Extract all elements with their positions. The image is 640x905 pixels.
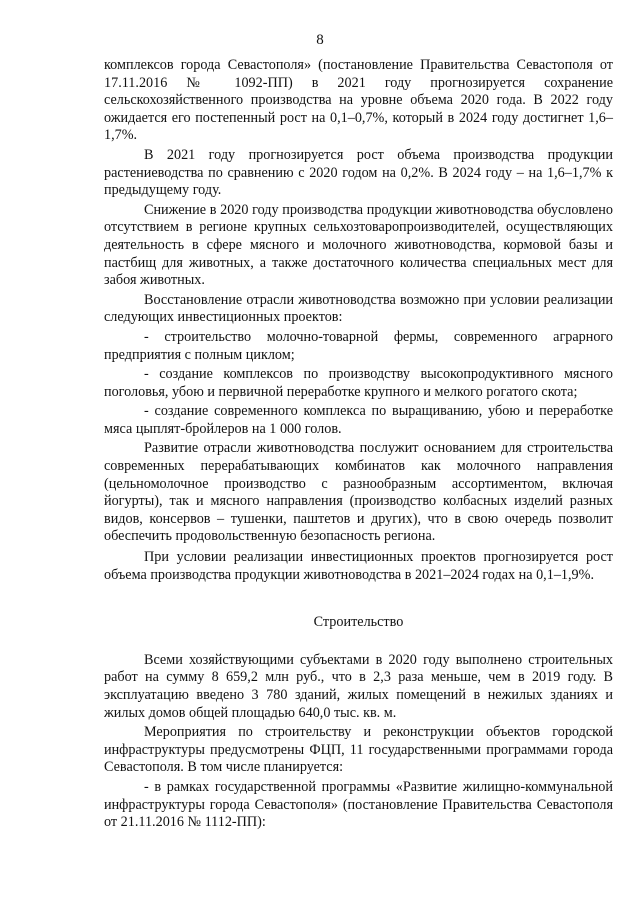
document-body	[104, 57, 613, 832]
paragraph-continuation: комплексов города Севастополя» (постановление Правительства Севастополя от 17.11.2016 № 1092-ПП) в 2021 году прогнозируется сохранение сельскохозяйственного производства на уровне объема 2020 года. В 2022 году ожидается его постепенный рост на 0,1–0,7%, который в 2024 году достигнет 1,6–1,7%.	[104, 57, 613, 144]
paragraph-processing-plants: Развитие отрасли животноводства послужит основанием для строительства современных перерабатывающих комбинатов как молочного направления (цельномолочное производство с разнообразным ассортиментом, включая йогурты), так и мясного направления (производство колбасных изделий разных видов, консервов – тушенки, паштетов и других), что в свою очередь позволит обеспечить продовольственную безопасность региона.	[104, 440, 613, 545]
paragraph-construction-volume: Всеми хозяйствующими субъектами в 2020 году выполнено строительных работ на сумму 8 659,2 млн руб., что в 2,3 раза меньше, чем в 2019 году. В эксплуатацию введено 3 780 зданий, жилых помещений в нежилых зданиях и жилых домов общей площадью 640,0 тыс. кв. м.	[104, 651, 613, 721]
paragraph-infrastructure-measures: Мероприятия по строительству и реконструкции объектов городской инфраструктуры предусмотрены ФЦП, 11 государственными программами города Севастополя. В том числе планируется:	[104, 724, 613, 776]
list-item-broiler-complex: - создание современного комплекса по выращиванию, убою и переработке мяса цыплят-бройлеров на 1 000 голов.	[104, 403, 613, 437]
list-item-meat-complex: - создание комплексов по производству высокопродуктивного мясного поголовья, убою и первичной переработке крупного и мелкого рогатого скота;	[104, 366, 613, 400]
paragraph-crop-forecast: В 2021 году прогнозируется рост объема производства продукции растениеводства по сравнению с 2020 годом на 0,2%. В 2024 году – на 1,6–1,7% к предыдущему году.	[104, 146, 613, 199]
list-item-dairy-farm: - строительство молочно-товарной фермы, современного аграрного предприятия с полным циклом;	[104, 328, 613, 363]
section-heading: Строительство	[313, 614, 404, 631]
page-number: 8	[316, 32, 324, 48]
list-item-housing-program: - в рамках государственной программы «Развитие жилищно-коммунальной инфраструктуры города Севастополя» (постановление Правительства Севастополя от 21.11.2016 № 1112-ПП):	[104, 778, 613, 831]
paragraph-livestock-recovery: Восстановление отрасли животноводства возможно при условии реализации следующих инвестиционных проектов:	[104, 291, 613, 326]
paragraph-livestock-decline: Снижение в 2020 году производства продукции животноводства обусловлено отсутствием в регионе крупных сельхозтоваропроизводителей, осуществляющих деятельность в сфере мясного и молочного животноводства, кормовой базы и пастбищ для животных, а также достаточного количества специальных мест для забоя животных.	[104, 201, 613, 289]
paragraph-livestock-forecast: При условии реализации инвестиционных проектов прогнозируется рост объема производства продукции животноводства в 2021–2024 годах на 0,1–1,9%.	[104, 549, 613, 583]
